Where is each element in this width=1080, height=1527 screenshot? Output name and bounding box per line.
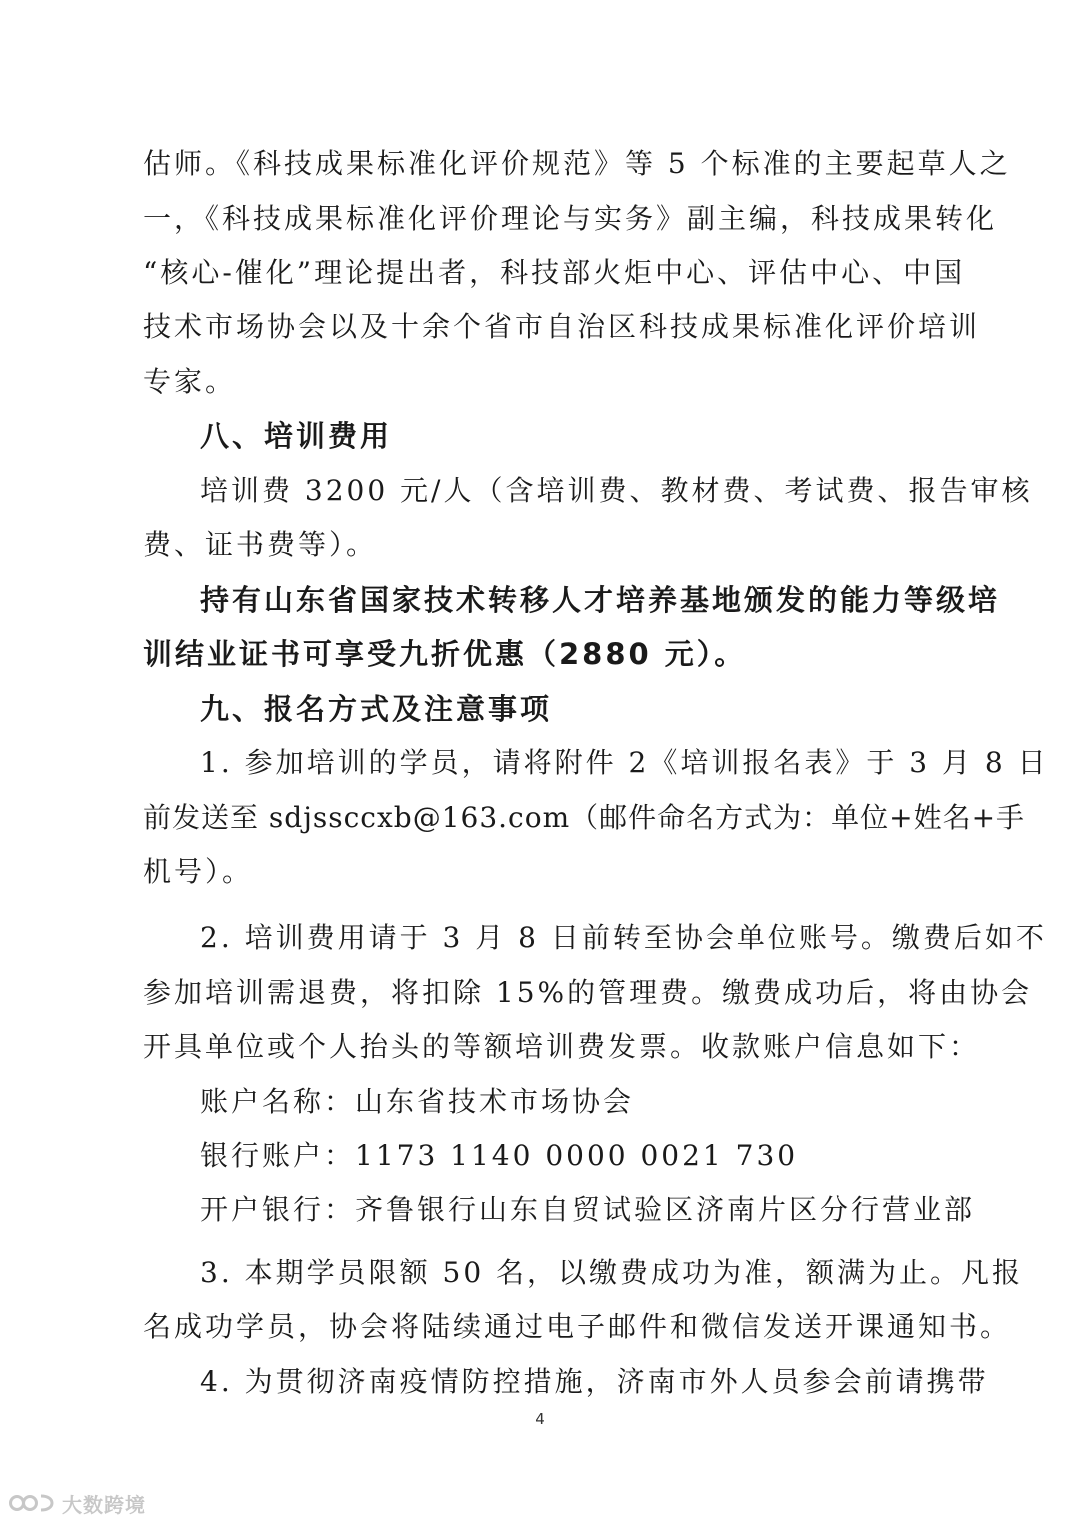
brand-logo-icon bbox=[8, 1491, 56, 1515]
body-text-line: 2. 培训费用请于 3 月 8 日前转至协会单位账号。缴费后如不 bbox=[200, 921, 1047, 954]
opening-bank-line: 开户银行：齐鲁银行山东自贸试验区济南片区分行营业部 bbox=[200, 1193, 976, 1226]
body-text-line: 开具单位或个人抬头的等额培训费发票。收款账户信息如下： bbox=[143, 1030, 981, 1063]
watermark-label: 大数跨境 bbox=[62, 1492, 146, 1517]
body-text-line: 1. 参加培训的学员，请将附件 2《培训报名表》于 3 月 8 日 bbox=[200, 746, 1049, 779]
discount-notice-line: 训结业证书可享受九折优惠（2880 元）。 bbox=[143, 637, 747, 671]
body-text-line: 机号）。 bbox=[143, 855, 254, 888]
watermark bbox=[8, 1488, 146, 1518]
body-text-line: 参加培训需退费，将扣除 15%的管理费。缴费成功后，将由协会 bbox=[143, 976, 1033, 1009]
section-heading-registration: 九、报名方式及注意事项 bbox=[200, 692, 553, 726]
body-text-line: 费、证书费等）。 bbox=[143, 528, 378, 561]
body-text-line: “核心-催化”理论提出者，科技部火炬中心、评估中心、中国 bbox=[143, 256, 966, 289]
body-text-line: 4. 为贯彻济南疫情防控措施，济南市外人员参会前请携带 bbox=[200, 1365, 989, 1398]
discount-notice-line: 持有山东省国家技术转移人才培养基地颁发的能力等级培 bbox=[200, 583, 1001, 617]
section-heading-fees: 八、培训费用 bbox=[200, 419, 393, 453]
body-text-line: 专家。 bbox=[143, 365, 237, 398]
body-text-line: 一，《科技成果标准化评价理论与实务》副主编，科技成果转化 bbox=[143, 202, 998, 235]
page-number: 4 bbox=[535, 1410, 545, 1428]
body-text-line: 前发送至 sdjssccxb@163.com（邮件命名方式为：单位+姓名+手 bbox=[143, 801, 1026, 834]
body-text-line: 技术市场协会以及十余个省市自治区科技成果标准化评价培训 bbox=[143, 310, 981, 343]
body-text-line: 3. 本期学员限额 50 名，以缴费成功为准，额满为止。凡报 bbox=[200, 1256, 1024, 1289]
body-text-line: 名成功学员，协会将陆续通过电子邮件和微信发送开课通知书。 bbox=[143, 1310, 1012, 1343]
body-text-line: 培训费 3200 元/人（含培训费、教材费、考试费、报告审核 bbox=[200, 474, 1033, 507]
bank-account-line: 银行账户：1173 1140 0000 0021 730 bbox=[200, 1139, 799, 1172]
account-name-line: 账户名称：山东省技术市场协会 bbox=[200, 1085, 635, 1118]
body-text-line: 估师。《科技成果标准化评价规范》等 5 个标准的主要起草人之 bbox=[143, 147, 1011, 180]
